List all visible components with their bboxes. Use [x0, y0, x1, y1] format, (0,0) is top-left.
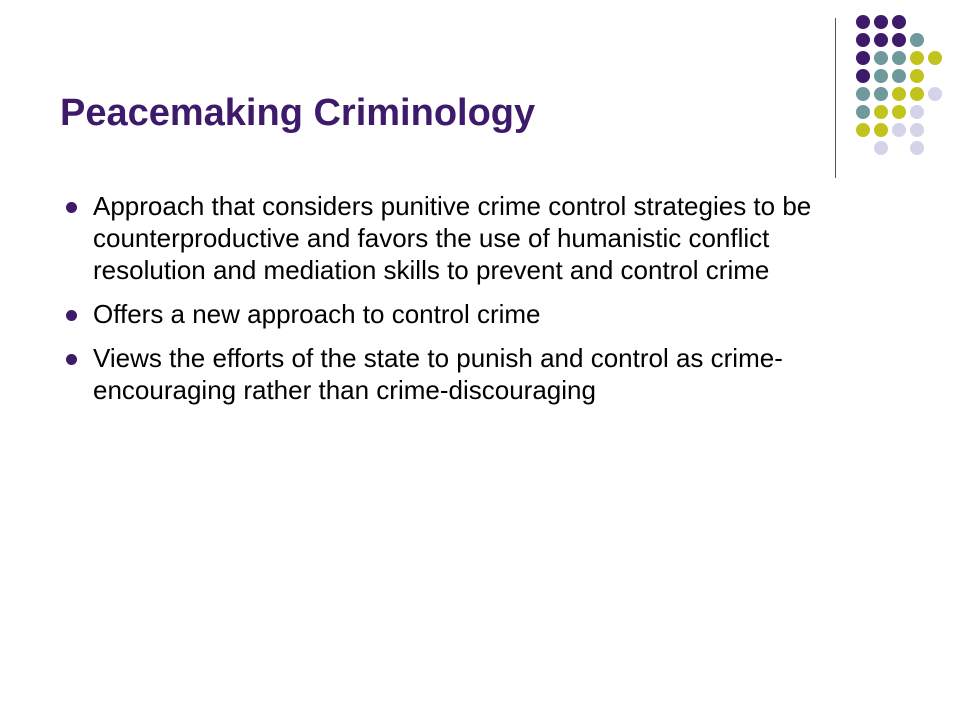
decor-dot: [856, 69, 870, 83]
decor-dot: [892, 87, 906, 101]
bullet-dot-icon: [66, 310, 77, 321]
decor-dot: [892, 123, 906, 137]
decor-dot: [856, 51, 870, 65]
bullet-item: [66, 190, 856, 286]
decor-dot: [874, 105, 888, 119]
bullet-dot-icon: [66, 202, 77, 213]
bullet-list: [66, 190, 856, 418]
decor-dot: [874, 69, 888, 83]
decor-dot: [892, 15, 906, 29]
decor-dot: [910, 105, 924, 119]
bullet-item: [66, 342, 856, 406]
decor-dot: [874, 141, 888, 155]
bullet-text: Views the efforts of the state to punish and control as crime-encouraging rather than crime-discouraging: [93, 343, 783, 405]
decor-dot: [856, 87, 870, 101]
slide-title: Peacemaking Criminology: [60, 92, 536, 134]
decor-dot: [874, 15, 888, 29]
decor-dot: [856, 33, 870, 47]
decor-dot: [856, 123, 870, 137]
bullet-dot-icon: [66, 354, 77, 365]
decor-dot: [874, 33, 888, 47]
decor-dot: [910, 51, 924, 65]
bullet-item: [66, 298, 856, 330]
decor-dot: [892, 51, 906, 65]
decor-dot: [910, 87, 924, 101]
decor-dot: [856, 15, 870, 29]
decor-dot: [874, 123, 888, 137]
decor-dot: [892, 69, 906, 83]
decor-dot: [892, 33, 906, 47]
bullet-text: Approach that considers punitive crime control strategies to be counterproductive and favors the use of humanistic conflict resolution and mediation skills to prevent and control crime: [93, 191, 812, 285]
decor-dot: [928, 87, 942, 101]
bullet-text: Offers a new approach to control crime: [93, 299, 541, 329]
decor-dot: [928, 51, 942, 65]
decor-dot: [874, 51, 888, 65]
decor-dot: [892, 105, 906, 119]
decor-dot: [910, 69, 924, 83]
decor-dot: [910, 33, 924, 47]
title-divider-line: [835, 18, 836, 178]
decor-dot: [910, 141, 924, 155]
decor-dot: [856, 105, 870, 119]
decor-dot: [874, 87, 888, 101]
decor-dot: [910, 123, 924, 137]
